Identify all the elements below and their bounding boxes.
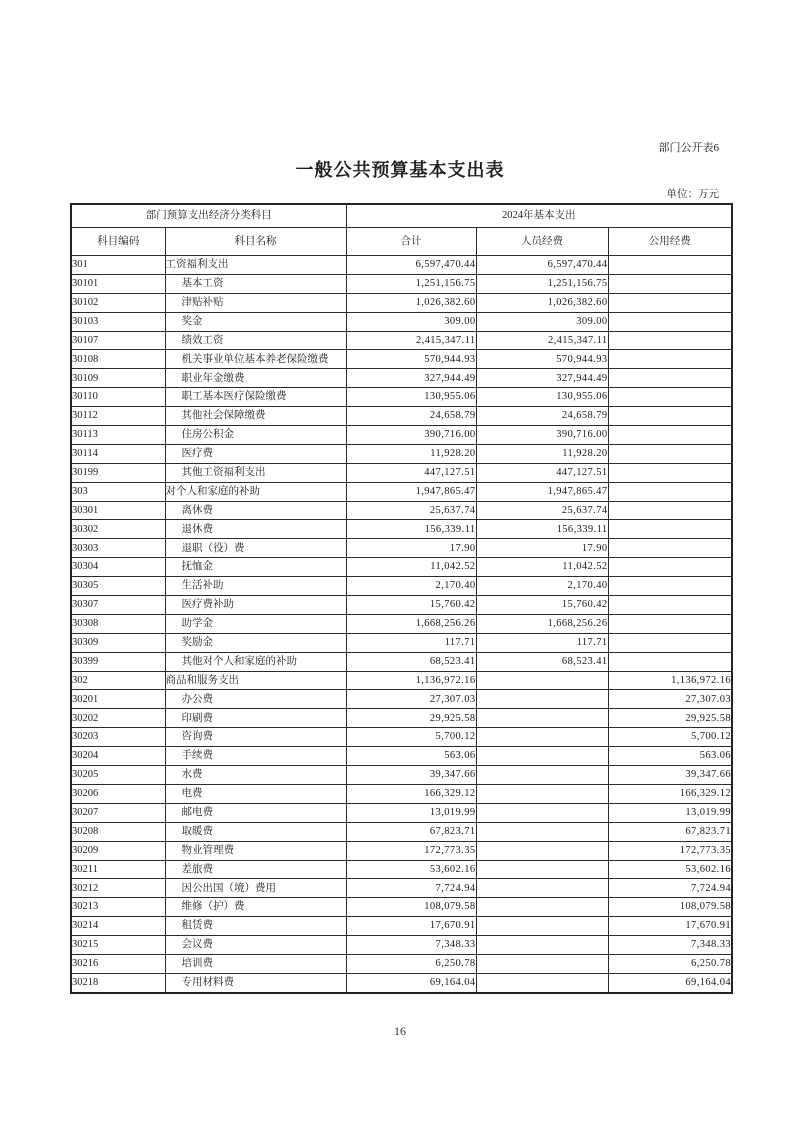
total-cell: 563.06 xyxy=(346,747,476,766)
subject-name-cell: 商品和服务支出 xyxy=(165,671,346,690)
personnel-funds-cell: 2,415,347.11 xyxy=(476,331,608,350)
subject-code-cell: 30307 xyxy=(71,596,165,615)
subject-name-cell: 水费 xyxy=(165,766,346,785)
total-cell: 53,602.16 xyxy=(346,860,476,879)
personnel-funds-cell: 68,523.41 xyxy=(476,652,608,671)
personnel-funds-cell: 309.00 xyxy=(476,312,608,331)
total-cell: 27,307.03 xyxy=(346,690,476,709)
table-row xyxy=(71,803,732,822)
table-row xyxy=(71,256,732,275)
total-cell: 447,127.51 xyxy=(346,463,476,482)
subject-name-cell: 职工基本医疗保险缴费 xyxy=(165,388,346,407)
subject-code-cell: 30206 xyxy=(71,784,165,803)
table-row xyxy=(71,841,732,860)
personnel-funds-cell xyxy=(476,898,608,917)
personnel-funds-cell: 2,170.40 xyxy=(476,577,608,596)
public-funds-cell xyxy=(608,256,732,275)
subject-name-cell: 电费 xyxy=(165,784,346,803)
public-funds-cell: 5,700.12 xyxy=(608,728,732,747)
table-row xyxy=(71,954,732,973)
subject-name-cell: 机关事业单位基本养老保险缴费 xyxy=(165,350,346,369)
personnel-funds-cell xyxy=(476,860,608,879)
total-cell: 117.71 xyxy=(346,633,476,652)
budget-table-body xyxy=(71,256,732,993)
personnel-funds-cell: 17.90 xyxy=(476,539,608,558)
subject-name-cell: 奖励金 xyxy=(165,633,346,652)
personnel-funds-cell xyxy=(476,841,608,860)
subject-name-cell: 绩效工资 xyxy=(165,331,346,350)
public-funds-cell xyxy=(608,350,732,369)
total-cell: 69,164.04 xyxy=(346,973,476,992)
header-group-classification: 部门预算支出经济分类科目 xyxy=(71,204,346,228)
subject-code-cell: 30214 xyxy=(71,917,165,936)
table-row xyxy=(71,426,732,445)
subject-code-cell: 30108 xyxy=(71,350,165,369)
personnel-funds-cell xyxy=(476,671,608,690)
header-public-funds: 公用经费 xyxy=(608,228,732,256)
subject-name-cell: 取暖费 xyxy=(165,822,346,841)
total-cell: 1,026,382.60 xyxy=(346,293,476,312)
public-funds-cell: 27,307.03 xyxy=(608,690,732,709)
subject-name-cell: 手续费 xyxy=(165,747,346,766)
personnel-funds-cell xyxy=(476,879,608,898)
page-number: 16 xyxy=(394,1024,406,1038)
personnel-funds-cell: 11,928.20 xyxy=(476,444,608,463)
table-row xyxy=(71,331,732,350)
subject-code-cell: 30202 xyxy=(71,709,165,728)
table-row xyxy=(71,652,732,671)
subject-name-cell: 培训费 xyxy=(165,954,346,973)
header-subject-name: 科目名称 xyxy=(165,228,346,256)
table-row xyxy=(71,350,732,369)
table-row xyxy=(71,596,732,615)
public-funds-cell xyxy=(608,407,732,426)
total-cell: 327,944.49 xyxy=(346,369,476,388)
subject-code-cell: 30209 xyxy=(71,841,165,860)
table-row xyxy=(71,577,732,596)
personnel-funds-cell xyxy=(476,709,608,728)
subject-name-cell: 抚恤金 xyxy=(165,558,346,577)
public-funds-cell: 6,250.78 xyxy=(608,954,732,973)
subject-name-cell: 基本工资 xyxy=(165,274,346,293)
total-cell: 68,523.41 xyxy=(346,652,476,671)
public-funds-cell: 39,347.66 xyxy=(608,766,732,785)
subject-name-cell: 咨询费 xyxy=(165,728,346,747)
subject-name-cell: 租赁费 xyxy=(165,917,346,936)
subject-code-cell: 30109 xyxy=(71,369,165,388)
subject-code-cell: 30204 xyxy=(71,747,165,766)
public-funds-cell: 69,164.04 xyxy=(608,973,732,992)
personnel-funds-cell xyxy=(476,766,608,785)
subject-name-cell: 工资福利支出 xyxy=(165,256,346,275)
subject-code-cell: 30208 xyxy=(71,822,165,841)
personnel-funds-cell: 25,637.74 xyxy=(476,501,608,520)
public-funds-cell: 7,348.33 xyxy=(608,936,732,955)
subject-name-cell: 助学金 xyxy=(165,614,346,633)
subject-code-cell: 30107 xyxy=(71,331,165,350)
personnel-funds-cell xyxy=(476,803,608,822)
header-subject-code: 科目编码 xyxy=(71,228,165,256)
subject-name-cell: 奖金 xyxy=(165,312,346,331)
subject-code-cell: 302 xyxy=(71,671,165,690)
subject-name-cell: 退休费 xyxy=(165,520,346,539)
subject-code-cell: 30303 xyxy=(71,539,165,558)
table-row xyxy=(71,690,732,709)
subject-name-cell: 津贴补贴 xyxy=(165,293,346,312)
personnel-funds-cell xyxy=(476,822,608,841)
total-cell: 108,079.58 xyxy=(346,898,476,917)
subject-name-cell: 其他工资福利支出 xyxy=(165,463,346,482)
table-row xyxy=(71,709,732,728)
personnel-funds-cell xyxy=(476,973,608,992)
table-row xyxy=(71,860,732,879)
public-funds-cell: 29,925.58 xyxy=(608,709,732,728)
total-cell: 1,251,156.75 xyxy=(346,274,476,293)
subject-code-cell: 301 xyxy=(71,256,165,275)
personnel-funds-cell: 6,597,470.44 xyxy=(476,256,608,275)
total-cell: 1,136,972.16 xyxy=(346,671,476,690)
total-cell: 39,347.66 xyxy=(346,766,476,785)
subject-code-cell: 30114 xyxy=(71,444,165,463)
public-funds-cell: 172,773.35 xyxy=(608,841,732,860)
subject-name-cell: 职业年金缴费 xyxy=(165,369,346,388)
personnel-funds-cell: 1,947,865.47 xyxy=(476,482,608,501)
total-cell: 390,716.00 xyxy=(346,426,476,445)
public-funds-cell: 166,329.12 xyxy=(608,784,732,803)
total-cell: 6,250.78 xyxy=(346,954,476,973)
subject-name-cell: 邮电费 xyxy=(165,803,346,822)
subject-name-cell: 因公出国（境）费用 xyxy=(165,879,346,898)
table-row xyxy=(71,407,732,426)
personnel-funds-cell: 156,339.11 xyxy=(476,520,608,539)
personnel-funds-cell xyxy=(476,784,608,803)
subject-name-cell: 医疗费补助 xyxy=(165,596,346,615)
total-cell: 172,773.35 xyxy=(346,841,476,860)
table-row xyxy=(71,766,732,785)
personnel-funds-cell: 11,042.52 xyxy=(476,558,608,577)
public-funds-cell xyxy=(608,444,732,463)
public-funds-cell xyxy=(608,577,732,596)
public-funds-cell xyxy=(608,388,732,407)
public-funds-cell: 7,724.94 xyxy=(608,879,732,898)
total-cell: 6,597,470.44 xyxy=(346,256,476,275)
subject-name-cell: 退职（役）费 xyxy=(165,539,346,558)
subject-code-cell: 30309 xyxy=(71,633,165,652)
personnel-funds-cell xyxy=(476,747,608,766)
subject-name-cell: 对个人和家庭的补助 xyxy=(165,482,346,501)
subject-code-cell: 30201 xyxy=(71,690,165,709)
table-row xyxy=(71,520,732,539)
subject-name-cell: 办公费 xyxy=(165,690,346,709)
personnel-funds-cell: 1,251,156.75 xyxy=(476,274,608,293)
personnel-funds-cell: 390,716.00 xyxy=(476,426,608,445)
subject-code-cell: 30305 xyxy=(71,577,165,596)
subject-code-cell: 30102 xyxy=(71,293,165,312)
total-cell: 166,329.12 xyxy=(346,784,476,803)
public-funds-cell: 67,823.71 xyxy=(608,822,732,841)
subject-name-cell: 专用材料费 xyxy=(165,973,346,992)
public-funds-cell xyxy=(608,501,732,520)
personnel-funds-cell: 130,955.06 xyxy=(476,388,608,407)
subject-code-cell: 30205 xyxy=(71,766,165,785)
table-row xyxy=(71,917,732,936)
public-funds-cell xyxy=(608,331,732,350)
table-row xyxy=(71,936,732,955)
table-row xyxy=(71,558,732,577)
subject-code-cell: 30304 xyxy=(71,558,165,577)
total-cell: 2,415,347.11 xyxy=(346,331,476,350)
subject-code-cell: 30215 xyxy=(71,936,165,955)
public-funds-cell: 53,602.16 xyxy=(608,860,732,879)
subject-code-cell: 30207 xyxy=(71,803,165,822)
table-row xyxy=(71,444,732,463)
public-funds-cell: 108,079.58 xyxy=(608,898,732,917)
table-row xyxy=(71,539,732,558)
subject-code-cell: 30112 xyxy=(71,407,165,426)
total-cell: 15,760.42 xyxy=(346,596,476,615)
subject-name-cell: 维修（护）费 xyxy=(165,898,346,917)
table-row xyxy=(71,633,732,652)
table-row xyxy=(71,879,732,898)
table-row xyxy=(71,388,732,407)
table-row xyxy=(71,898,732,917)
public-funds-cell xyxy=(608,312,732,331)
subject-name-cell: 印刷费 xyxy=(165,709,346,728)
table-row xyxy=(71,293,732,312)
table-row xyxy=(71,822,732,841)
subject-code-cell: 30216 xyxy=(71,954,165,973)
table-row xyxy=(71,614,732,633)
subject-name-cell: 其他对个人和家庭的补助 xyxy=(165,652,346,671)
table-row xyxy=(71,369,732,388)
public-funds-cell xyxy=(608,369,732,388)
total-cell: 25,637.74 xyxy=(346,501,476,520)
total-cell: 2,170.40 xyxy=(346,577,476,596)
table-row xyxy=(71,671,732,690)
total-cell: 7,724.94 xyxy=(346,879,476,898)
table-row xyxy=(71,747,732,766)
public-funds-cell xyxy=(608,274,732,293)
total-cell: 24,658.79 xyxy=(346,407,476,426)
public-funds-cell xyxy=(608,539,732,558)
table-row xyxy=(71,728,732,747)
total-cell: 570,944.93 xyxy=(346,350,476,369)
public-funds-cell xyxy=(608,652,732,671)
subject-code-cell: 30218 xyxy=(71,973,165,992)
total-cell: 5,700.12 xyxy=(346,728,476,747)
subject-code-cell: 30110 xyxy=(71,388,165,407)
personnel-funds-cell: 24,658.79 xyxy=(476,407,608,426)
subject-code-cell: 30101 xyxy=(71,274,165,293)
total-cell: 17.90 xyxy=(346,539,476,558)
subject-code-cell: 30308 xyxy=(71,614,165,633)
personnel-funds-cell xyxy=(476,690,608,709)
total-cell: 156,339.11 xyxy=(346,520,476,539)
subject-code-cell: 30213 xyxy=(71,898,165,917)
public-funds-cell: 563.06 xyxy=(608,747,732,766)
public-funds-cell xyxy=(608,596,732,615)
table-row xyxy=(71,274,732,293)
public-funds-cell xyxy=(608,614,732,633)
personnel-funds-cell: 1,668,256.26 xyxy=(476,614,608,633)
doc-label: 部门公开表6 xyxy=(658,142,719,154)
personnel-funds-cell xyxy=(476,728,608,747)
personnel-funds-cell: 570,944.93 xyxy=(476,350,608,369)
total-cell: 1,668,256.26 xyxy=(346,614,476,633)
public-funds-cell xyxy=(608,426,732,445)
subject-code-cell: 30113 xyxy=(71,426,165,445)
subject-code-cell: 30399 xyxy=(71,652,165,671)
personnel-funds-cell: 1,026,382.60 xyxy=(476,293,608,312)
subject-name-cell: 住房公积金 xyxy=(165,426,346,445)
public-funds-cell xyxy=(608,520,732,539)
public-funds-cell xyxy=(608,293,732,312)
public-funds-cell xyxy=(608,463,732,482)
total-cell: 29,925.58 xyxy=(346,709,476,728)
public-funds-cell: 1,136,972.16 xyxy=(608,671,732,690)
public-funds-cell xyxy=(608,482,732,501)
personnel-funds-cell xyxy=(476,954,608,973)
budget-table xyxy=(70,203,733,994)
subject-name-cell: 生活补助 xyxy=(165,577,346,596)
subject-code-cell: 30199 xyxy=(71,463,165,482)
header-group-2024-basic-expenditure: 2024年基本支出 xyxy=(346,204,732,228)
total-cell: 1,947,865.47 xyxy=(346,482,476,501)
table-row xyxy=(71,482,732,501)
total-cell: 11,928.20 xyxy=(346,444,476,463)
public-funds-cell: 17,670.91 xyxy=(608,917,732,936)
subject-code-cell: 30212 xyxy=(71,879,165,898)
unit-label: 单位：万元 xyxy=(666,189,719,200)
subject-code-cell: 30301 xyxy=(71,501,165,520)
subject-name-cell: 其他社会保障缴费 xyxy=(165,407,346,426)
personnel-funds-cell xyxy=(476,936,608,955)
table-row xyxy=(71,312,732,331)
public-funds-cell xyxy=(608,633,732,652)
subject-name-cell: 差旅费 xyxy=(165,860,346,879)
subject-code-cell: 30103 xyxy=(71,312,165,331)
header-total: 合计 xyxy=(346,228,476,256)
budget-table-wrap xyxy=(70,203,733,994)
total-cell: 17,670.91 xyxy=(346,917,476,936)
table-row xyxy=(71,501,732,520)
personnel-funds-cell xyxy=(476,917,608,936)
personnel-funds-cell: 15,760.42 xyxy=(476,596,608,615)
page-title: 一般公共预算基本支出表 xyxy=(295,160,505,180)
subject-code-cell: 30302 xyxy=(71,520,165,539)
subject-name-cell: 离休费 xyxy=(165,501,346,520)
subject-code-cell: 30211 xyxy=(71,860,165,879)
total-cell: 309.00 xyxy=(346,312,476,331)
subject-name-cell: 医疗费 xyxy=(165,444,346,463)
subject-name-cell: 物业管理费 xyxy=(165,841,346,860)
table-row xyxy=(71,463,732,482)
total-cell: 7,348.33 xyxy=(346,936,476,955)
subject-code-cell: 303 xyxy=(71,482,165,501)
total-cell: 13,019.99 xyxy=(346,803,476,822)
personnel-funds-cell: 117.71 xyxy=(476,633,608,652)
subject-name-cell: 会议费 xyxy=(165,936,346,955)
header-personnel-funds: 人员经费 xyxy=(476,228,608,256)
total-cell: 67,823.71 xyxy=(346,822,476,841)
total-cell: 11,042.52 xyxy=(346,558,476,577)
table-row xyxy=(71,973,732,992)
personnel-funds-cell: 447,127.51 xyxy=(476,463,608,482)
public-funds-cell xyxy=(608,558,732,577)
subject-code-cell: 30203 xyxy=(71,728,165,747)
public-funds-cell: 13,019.99 xyxy=(608,803,732,822)
personnel-funds-cell: 327,944.49 xyxy=(476,369,608,388)
table-row xyxy=(71,784,732,803)
total-cell: 130,955.06 xyxy=(346,388,476,407)
